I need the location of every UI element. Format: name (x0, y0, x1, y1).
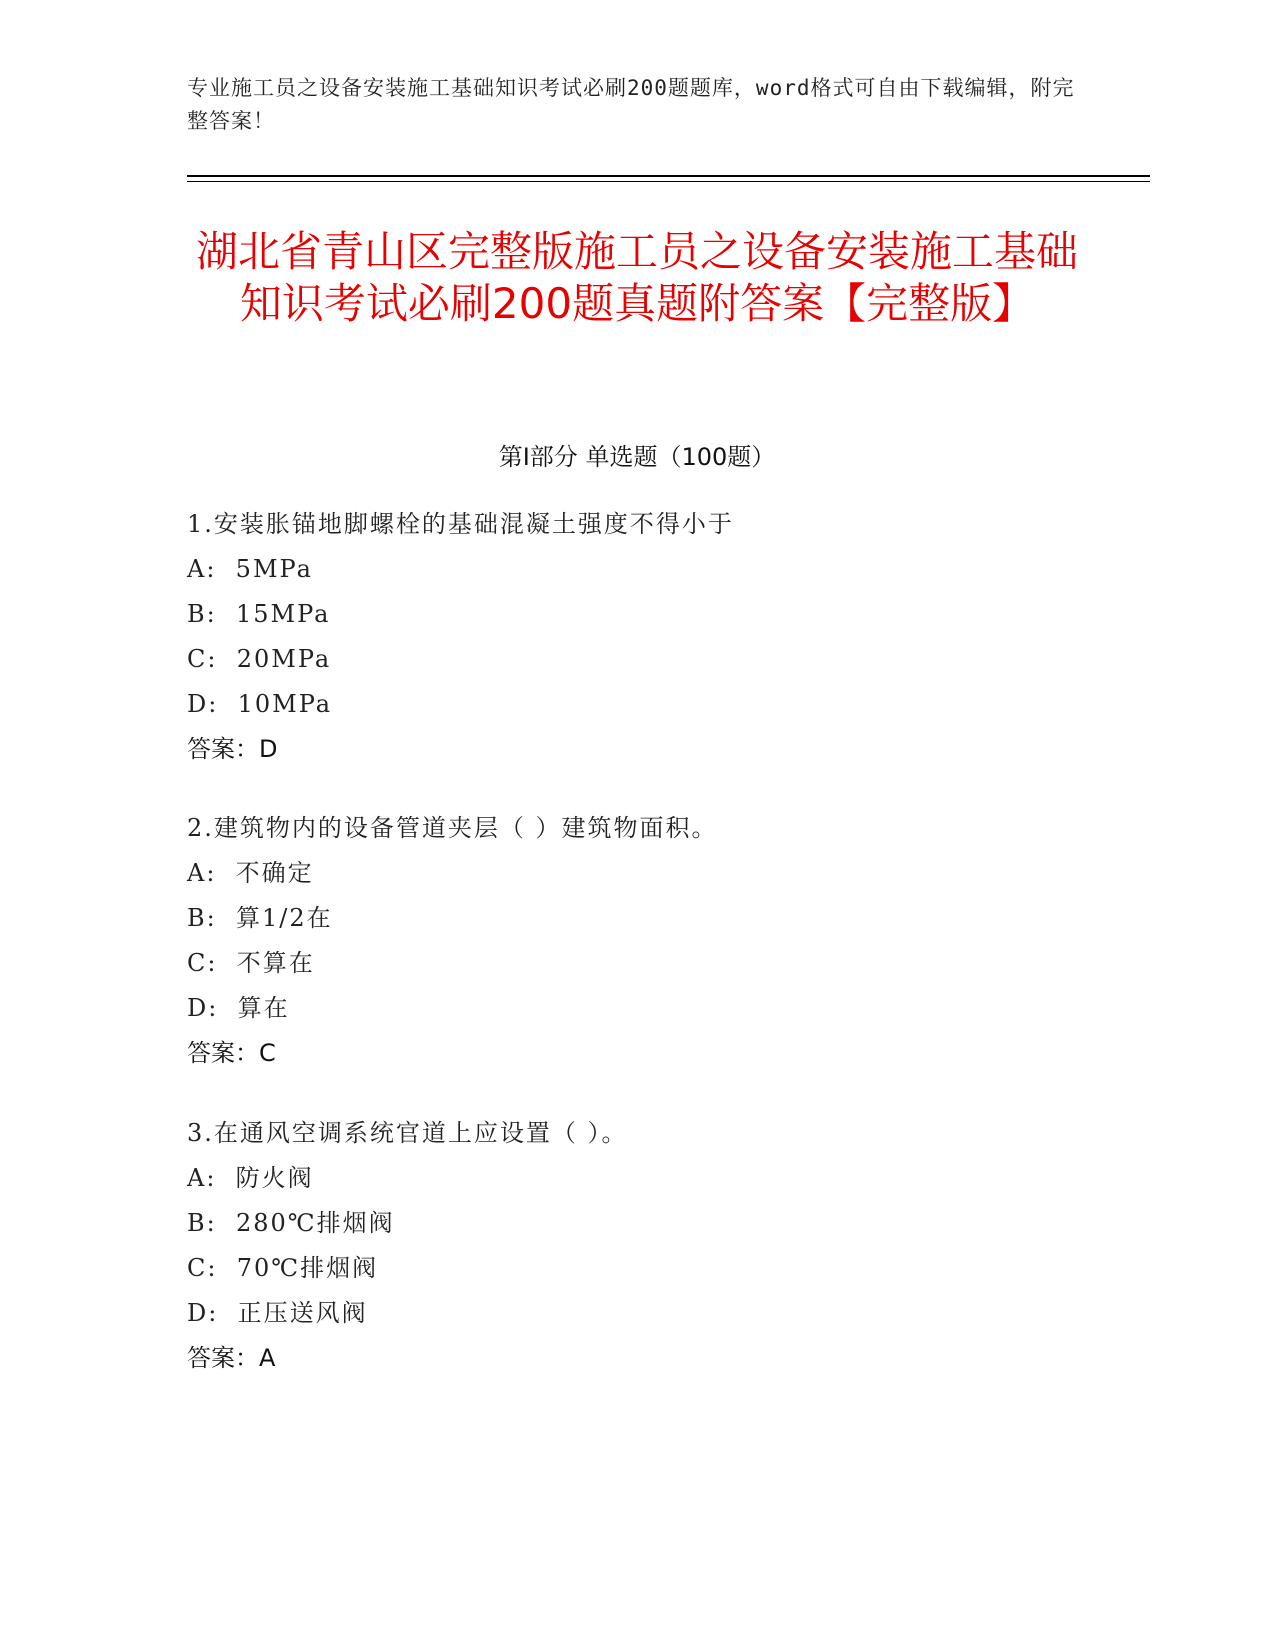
answer-line: 答案：C (187, 1039, 276, 1067)
document-title: 湖北省青山区完整版施工员之设备安装施工基础知识考试必刷200题真题附答案【完整版】 (195, 227, 1078, 328)
question-2 (187, 812, 1087, 1069)
option-a: A: 不确定 (187, 859, 314, 887)
question-stem: 1.安装胀锚地脚螺栓的基础混凝土强度不得小于 (187, 510, 734, 538)
option-a: A: 防火阀 (187, 1164, 314, 1192)
question-1 (187, 508, 1087, 765)
answer-line: 答案：D (187, 735, 278, 763)
question-stem: 2.建筑物内的设备管道夹层（ ）建筑物面积。 (187, 814, 718, 842)
option-c: C: 70℃排烟阀 (187, 1254, 379, 1282)
answer-line: 答案：A (187, 1344, 276, 1372)
option-c: C: 20MPa (187, 645, 332, 673)
option-d: D: 正压送风阀 (187, 1299, 368, 1327)
option-a: A: 5MPa (187, 555, 313, 583)
header-divider-thin (187, 181, 1150, 182)
option-b: B: 算1/2在 (187, 904, 333, 932)
question-3 (187, 1117, 1087, 1374)
header-divider-thick (187, 175, 1150, 177)
option-b: B: 280℃排烟阀 (187, 1209, 395, 1237)
option-d: D: 算在 (187, 994, 290, 1022)
option-b: B: 15MPa (187, 600, 331, 628)
header-note: 专业施工员之设备安装施工基础知识考试必刷200题题库，word格式可自由下载编辑，附完整答案！ (187, 76, 1075, 133)
option-d: D: 10MPa (187, 690, 333, 718)
option-c: C: 不算在 (187, 949, 315, 977)
question-stem: 3.在通风空调系统官道上应设置（ ）。 (187, 1119, 628, 1147)
section-heading: 第I部分 单选题（100题） (498, 443, 776, 471)
